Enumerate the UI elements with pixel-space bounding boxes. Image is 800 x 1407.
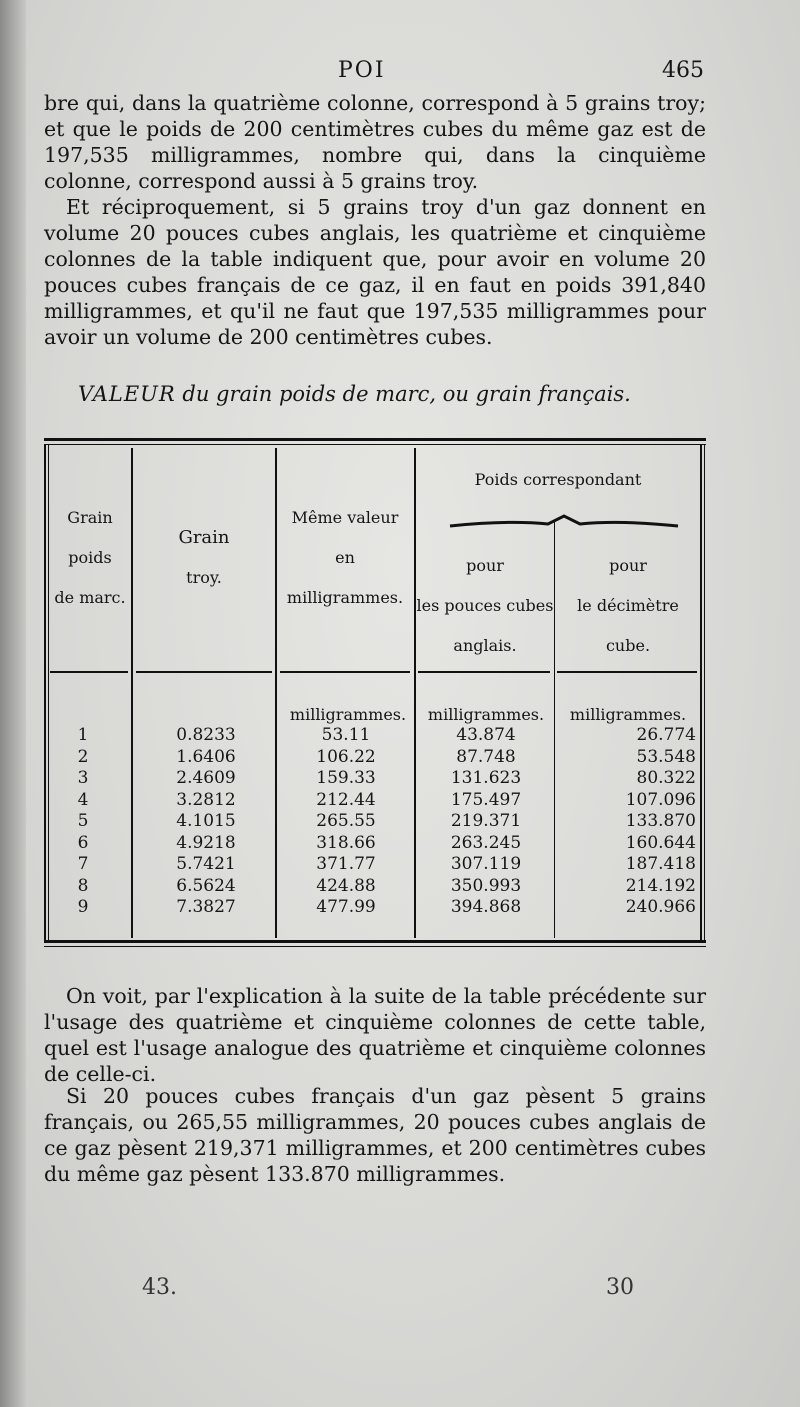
header-text: pour [609,556,647,575]
signature-mark-right: 30 [606,1275,634,1300]
header-decimetre-cube [556,556,700,656]
header-rule-3 [280,671,410,673]
cell-pouces-anglais: 350.993 [450,875,522,896]
cell-pouces-anglais: 87.748 [456,746,516,767]
header-poids-correspondant: Poids correspondant [474,470,642,489]
unit-col3: milligrammes. [289,705,407,724]
cell-pouces-anglais: 263.245 [450,832,522,853]
cell-grain-troy: 5.7421 [176,854,236,874]
cell-milligrammes: 477.99 [316,897,376,917]
header-text: anglais. [453,636,517,655]
cell-grain-troy: 0.8233 [176,725,236,745]
header-text: Grain [67,508,113,527]
header-grain-marc [50,508,130,608]
cell-pouces-anglais: 175.497 [450,789,522,810]
header-rule-2 [136,671,272,673]
cell-decimetre: 214.192 [625,875,696,896]
cell-milligrammes: 318.66 [316,832,376,853]
header-pouces-anglais [416,556,554,656]
table-left-border [44,444,46,942]
table-right-border-thin [704,444,705,942]
cell-pouces-anglais: 43.874 [456,725,516,745]
header-text: Grain [178,527,230,548]
signature-mark-left: 43. [142,1275,177,1300]
table-caption-rest: du grain poids de marc, ou grain français. [175,382,631,406]
paragraph-4: Si 20 pouces cubes français d'un gaz pèsent 5 grains français, ou 265,55 milligrammes, 20 pouces cubes anglais de ce gaz pèsent 219,371 milligrammes, et 200 centimètres cubes du même gaz pèsent 133.870 milligrammes. [44,1084,706,1186]
cell-milligrammes: 212.44 [316,789,376,810]
header-text: les pouces cubes [416,596,554,615]
cell-grain-marc: 9 [77,897,89,917]
cell-decimetre: 53.548 [636,746,696,767]
header-meme-valeur [277,508,413,608]
table-top-rule [44,438,706,441]
header-text: en [335,548,355,567]
cell-grain-marc: 7 [77,854,89,874]
header-text: pour [466,556,504,575]
cell-grain-marc: 4 [77,789,89,810]
running-title: POI [338,58,386,83]
col-divider-3 [414,448,416,938]
header-text: troy. [186,568,222,587]
col-divider-1 [131,448,133,938]
col-divider-4 [554,522,555,938]
table-caption-lead: VALEUR [78,382,176,406]
cell-pouces-anglais: 219.371 [450,811,522,831]
cell-grain-troy: 4.9218 [176,832,236,853]
cell-decimetre: 240.966 [625,897,696,917]
header-text: poids [68,548,112,567]
header-rule-5 [557,671,697,673]
cell-grain-marc: 2 [77,746,89,767]
cell-grain-troy: 2.4609 [176,768,236,788]
page-header [0,58,800,88]
header-text: de marc. [54,588,126,607]
cell-decimetre: 160.644 [625,832,696,853]
cell-grain-troy: 6.5624 [176,875,236,896]
table-caption [78,382,631,406]
page-number: 465 [662,58,704,83]
cell-pouces-anglais: 307.119 [450,854,522,874]
brace-icon [448,514,680,532]
table-bottom-rule [44,940,706,943]
unit-col4: milligrammes. [427,705,545,724]
cell-decimetre: 107.096 [625,789,696,810]
cell-decimetre: 187.418 [625,854,696,874]
table-bottom-rule-thin [44,946,706,947]
cell-pouces-anglais: 131.623 [450,768,522,788]
header-rule-4 [418,671,550,673]
cell-grain-troy: 3.2812 [176,789,236,810]
conversion-table [44,438,706,954]
cell-grain-troy: 4.1015 [176,811,236,831]
cell-milligrammes: 159.33 [316,768,376,788]
cell-grain-troy: 1.6406 [176,746,236,767]
cell-grain-troy: 7.3827 [176,897,236,917]
cell-milligrammes: 265.55 [316,811,376,831]
cell-decimetre: 26.774 [636,725,696,745]
cell-milligrammes: 424.88 [316,875,376,896]
table-left-border-thin [48,444,49,942]
header-text: cube. [605,636,651,655]
paragraph-1: bre qui, dans la quatrième colonne, correspond à 5 grains troy; et que le poids de 200 centimètres cubes du même gaz est de 197,535 milligrammes, nombre qui, dans la cinquième colonne, correspond aussi à 5 grains troy. [44,91,706,193]
cell-milligrammes: 53.11 [321,725,371,745]
paragraph-2: Et réciproquement, si 5 grains troy d'un gaz donnent en volume 20 pouces cubes anglais, les quatrième et cinquième colonnes de la table indiquent que, pour avoir en volume 20 pouces cubes français de ce gaz, il en faut en poids 391,840 milligrammes, et qu'il ne faut que 197,535 milligrammes pour avoir un volume de 200 centimètres cubes. [44,195,706,349]
table-top-rule-thin [44,444,706,445]
cell-pouces-anglais: 394.868 [450,897,522,917]
header-text: le décimètre [577,596,679,615]
cell-decimetre: 133.870 [625,811,696,831]
table-right-border [700,444,702,942]
header-rule-1 [50,671,128,673]
cell-grain-marc: 5 [77,811,89,831]
header-text: Même valeur [291,508,399,527]
paragraph-3: On voit, par l'explication à la suite de la table précédente sur l'usage des quatrième et cinquième colonnes de cette table, quel est l'usage analogue des quatrième et cinquième colonnes de celle-ci. [44,984,706,1086]
binding-gutter [0,0,26,1407]
cell-decimetre: 80.322 [636,768,696,788]
header-text: milligrammes. [286,588,404,607]
header-grain-troy [134,528,274,588]
cell-grain-marc: 3 [77,768,89,788]
cell-milligrammes: 106.22 [316,746,376,767]
cell-grain-marc: 8 [77,875,89,896]
cell-grain-marc: 1 [77,725,89,745]
cell-grain-marc: 6 [77,832,89,853]
cell-milligrammes: 371.77 [316,854,376,874]
unit-col5: milligrammes. [569,705,687,724]
